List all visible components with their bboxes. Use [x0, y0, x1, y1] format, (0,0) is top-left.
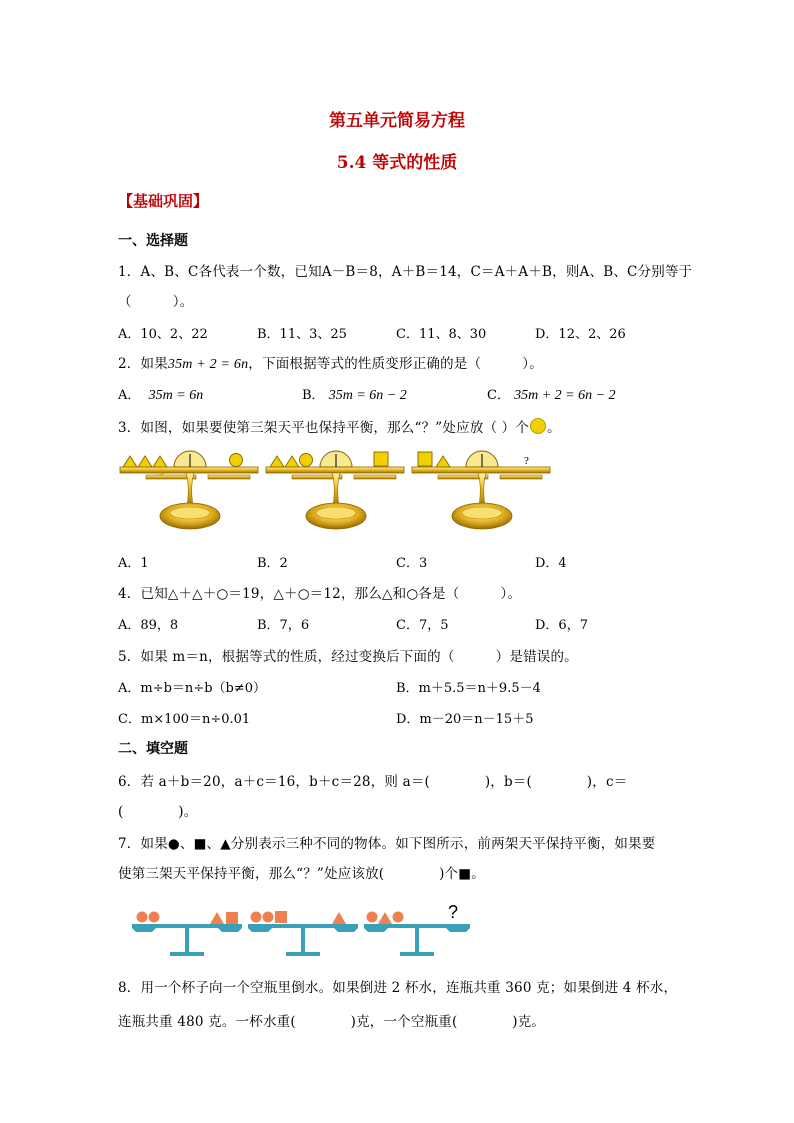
balance-2	[266, 451, 404, 529]
q5-option-d: D．m－20＝n－15＋5	[396, 712, 534, 727]
q3-option-d: D．4	[535, 556, 567, 571]
section-label: 【基础巩固】	[118, 192, 209, 210]
q8-line2: 连瓶共重 480 克。一杯水重( )克，一个空瓶重( )克。	[118, 1014, 546, 1030]
q3-balances-figure	[118, 446, 558, 536]
q2-prefix: 2．如果	[118, 356, 168, 372]
q7-balances-figure	[130, 900, 470, 960]
balance-3	[412, 451, 550, 529]
q2-option-b-eq: 35m = 6n − 2	[328, 388, 407, 403]
q5-option-a: A．m÷b＝n÷b（b≠0）	[118, 681, 267, 696]
q2-option-b	[302, 384, 407, 404]
q4-option-c: C．7，5	[396, 618, 449, 633]
q6-line1: 6．若 a＋b＝20，a＋c＝16，b＋c＝28，则 a＝( )，b＝( )，c＝	[118, 774, 628, 790]
q6-line2: ( )。	[118, 804, 198, 820]
q7-line2: 使第三架天平保持平衡，那么“？”处应该放( )个■。	[118, 866, 485, 882]
q4-stem: 4．已知△＋△＋○＝19，△＋○＝12，那么△和○各是（ ）。	[118, 586, 522, 602]
q3-stem	[118, 416, 561, 436]
q2-option-c-eq: 35m + 2 = 6n − 2	[514, 388, 616, 403]
q1-option-a: A．10、2、22	[118, 327, 208, 342]
q4-option-a: A．89，8	[118, 618, 179, 633]
q3-option-a: A．1	[118, 556, 149, 571]
q1-line1: 1．A、B、C各代表一个数，已知A－B＝8，A＋B＝14，C＝A＋A＋B，则A、B、C分别等于	[118, 264, 693, 280]
q5-stem: 5．如果 m＝n，根据等式的性质，经过变换后下面的（ ）是错误的。	[118, 649, 578, 665]
q3-text: 3．如图，如果要使第三架天平也保持平衡，那么“？”处应放（ ）个	[118, 420, 530, 436]
q3-end: 。	[547, 420, 561, 436]
q7-line1: 7．如果●、■、▲分别表示三种不同的物体。如下图所示，前两架天平保持平衡，如果要	[118, 836, 656, 852]
q2-option-b-label: B．	[302, 388, 325, 403]
q4-option-d: D．6，7	[535, 618, 588, 633]
page-subtitle: 5.4 等式的性质	[336, 153, 458, 173]
balance-1	[132, 912, 242, 957]
q5-option-b: B．m＋5.5＝n＋9.5－4	[396, 681, 541, 696]
q2-option-a-eq: 35m = 6n	[148, 388, 204, 403]
part2-heading: 二、填空题	[118, 741, 188, 757]
q2-stem	[118, 352, 543, 373]
q7-question-mark: ?	[448, 902, 459, 922]
q2-option-c-label: C．	[487, 388, 510, 403]
q2-equation: 35m + 2 = 6n	[167, 357, 249, 372]
q3-option-c: C．3	[396, 556, 428, 571]
balance-2	[248, 911, 358, 956]
q5-option-c: C．m×100＝n÷0.01	[118, 712, 251, 727]
part1-heading: 一、选择题	[118, 233, 188, 249]
q2-option-a-label: A．	[118, 388, 141, 403]
balance-1	[120, 451, 258, 529]
balance-3	[364, 902, 470, 956]
q1-option-c: C．11、8、30	[396, 327, 487, 342]
page-title: 第五单元简易方程	[329, 111, 465, 131]
q2-suffix: ，下面根据等式的性质变形正确的是（ ）。	[248, 356, 543, 372]
circle-icon	[530, 418, 546, 434]
q2-option-c	[487, 384, 616, 404]
q3-question-mark: ?	[524, 455, 529, 467]
q1-option-b: B．11、3、25	[257, 327, 347, 342]
q4-option-b: B．7，6	[257, 618, 310, 633]
q1-line2: （ ）。	[118, 294, 194, 310]
q3-option-b: B．2	[257, 556, 288, 571]
q8-line1: 8．用一个杯子向一个空瓶里倒水。如果倒进 2 杯水，连瓶共重 360 克；如果倒进 4 杯水，	[118, 980, 678, 996]
q1-option-d: D．12、2、26	[535, 327, 626, 342]
q2-option-a	[118, 384, 203, 404]
